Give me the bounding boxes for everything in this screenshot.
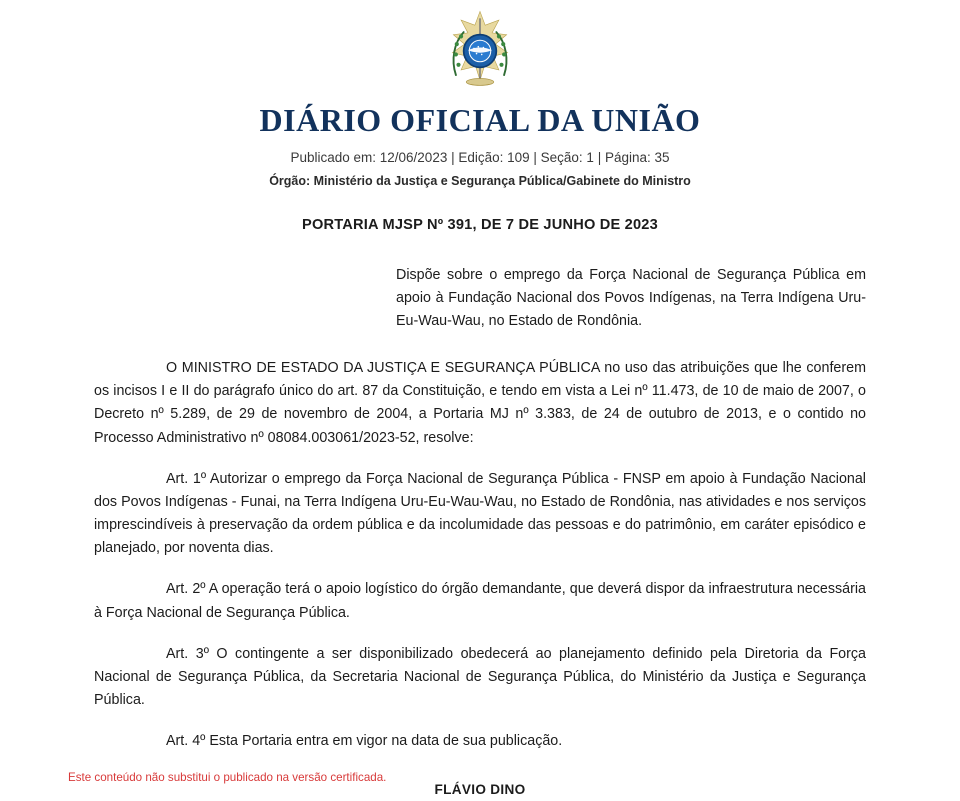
page-title: DIÁRIO OFICIAL DA UNIÃO <box>259 102 701 138</box>
signatory-name: FLÁVIO DINO <box>434 782 526 798</box>
act-summary: Dispõe sobre o emprego da Força Nacional de Segurança Pública em apoio à Fundação Nacional dos Povos Indígenas, na Terra Indígena Uru-Eu-Wau-Wau, no Estado de Rondônia. <box>396 266 866 329</box>
crest-container <box>0 0 960 94</box>
act-paragraph-art1: Art. 1º Autorizar o emprego da Força Nacional de Segurança Pública - FNSP em apoio à Fundação Nacional dos Povos Indígenas - Funai, na Terra Indígena Uru-Eu-Wau-Wau, no Estado de Rondônia, nas atividades e nos serviços imprescindíveis à preservação da ordem pública e da incolumidade das pessoas e do patrimônio, em caráter episódico e planejado, por noventa dias. <box>94 470 866 557</box>
act-paragraph-art2: Art. 2º A operação terá o apoio logístico do órgão demandante, que deverá dispor da infraestrutura necessária à Força Nacional de Segurança Pública. <box>94 581 866 621</box>
issuing-organ: Órgão: Ministério da Justiça e Segurança Pública/Gabinete do Ministro <box>269 174 691 188</box>
disclaimer-note: Este conteúdo não substitui o publicado na versão certificada. <box>68 771 387 784</box>
act-paragraph-preamble: O MINISTRO DE ESTADO DA JUSTIÇA E SEGURANÇA PÚBLICA no uso das atribuições que lhe conferem os incisos I e II do parágrafo único do art. 87 da Constituição, e tendo em vista a Lei nº 11.473, de 10 de maio de 2007, o Decreto nº 5.289, de 29 de novembro de 2004, a Portaria MJ nº 3.383, de 24 de outubro de 2013, e o contido no Processo Administrativo nº 08084.003061/2023-52, resolve: <box>94 360 866 446</box>
document-content <box>94 188 866 801</box>
publication-meta: Publicado em: 12/06/2023 | Edição: 109 | Seção: 1 | Página: 35 <box>290 150 670 165</box>
act-paragraph-art3: Art. 3º O contingente a ser disponibilizado obedecerá ao planejamento definido pela Diretoria da Força Nacional de Segurança Pública, da Secretaria Nacional de Segurança Pública, do Ministério da Justiça e Segurança Pública. <box>94 645 866 708</box>
act-paragraph-art4: Art. 4º Esta Portaria entra em vigor na data de sua publicação. <box>166 733 563 750</box>
act-title: PORTARIA MJSP Nº 391, DE 7 DE JUNHO DE 2023 <box>302 217 658 233</box>
brasao-republica-icon <box>437 8 523 94</box>
